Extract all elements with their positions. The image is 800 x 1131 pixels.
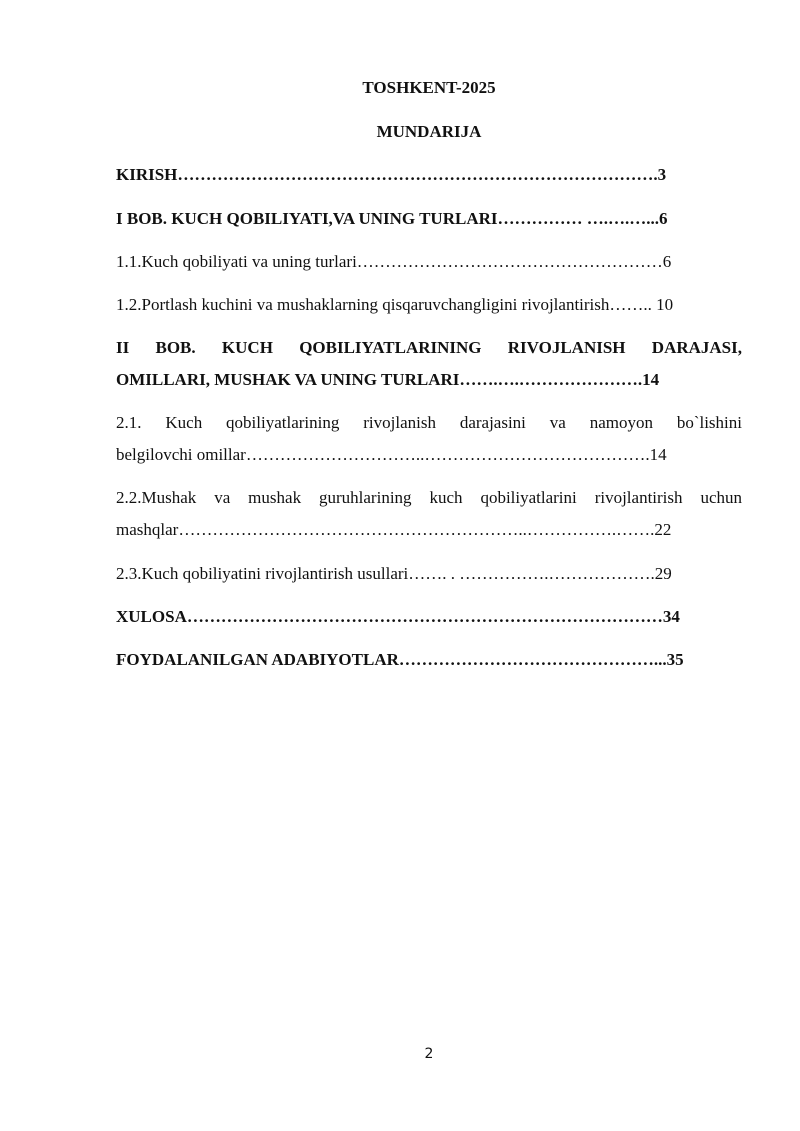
toc-entry-chapter-1: I BOB. KUCH QOBILIYATI,VA UNING TURLARI…………… ….….…...6 — [116, 209, 668, 228]
toc-entry-1-1: 1.1.Kuch qobiliyati va uning turlari………………………………………………6 — [116, 252, 672, 271]
page-number: 2 — [424, 1046, 434, 1062]
toc-entry-2-2-line1: 2.2.Mushak va mushak guruhlarining kuch qobiliyatlarini rivojlantirish uchun — [116, 488, 742, 507]
toc-entry-chapter-2-line2: OMILLARI, MUSHAK VA UNING TURLARI…….….………………….14 — [116, 370, 660, 389]
toc-entry-1-2: 1.2.Portlash kuchini va mushaklarning qisqaruvchangligini rivojlantirish…….. 10 — [116, 295, 674, 314]
toc-entry-2-1-line1: 2.1. Kuch qobiliyatlarining rivojlanish darajasini va namoyon bo`lishini — [116, 413, 742, 432]
city-year-heading: TOSHKENT-2025 — [362, 78, 496, 97]
toc-entry-references: FOYDALANILGAN ADABIYOTLAR………………………………………...35 — [116, 650, 684, 669]
toc-entry-2-1-line2: belgilovchi omillar…………………………..………………………………….14 — [116, 445, 667, 464]
toc-entry-2-3: 2.3.Kuch qobiliyatini rivojlantirish usullari……. . …………….……………….29 — [116, 564, 672, 583]
toc-entry-chapter-2-line1: II BOB. KUCH QOBILIYATLARINING RIVOJLANISH DARAJASI, — [116, 338, 742, 357]
toc-entry-xulosa: XULOSA…………………………………………………………………………34 — [116, 607, 680, 626]
page-title: MUNDARIJA — [376, 122, 482, 141]
toc-entry-kirish: KIRISH………………………………………………………………………….3 — [116, 165, 667, 184]
toc-entry-2-2-line2: mashqlar……………………………………………………..…………….…….22 — [116, 520, 672, 539]
